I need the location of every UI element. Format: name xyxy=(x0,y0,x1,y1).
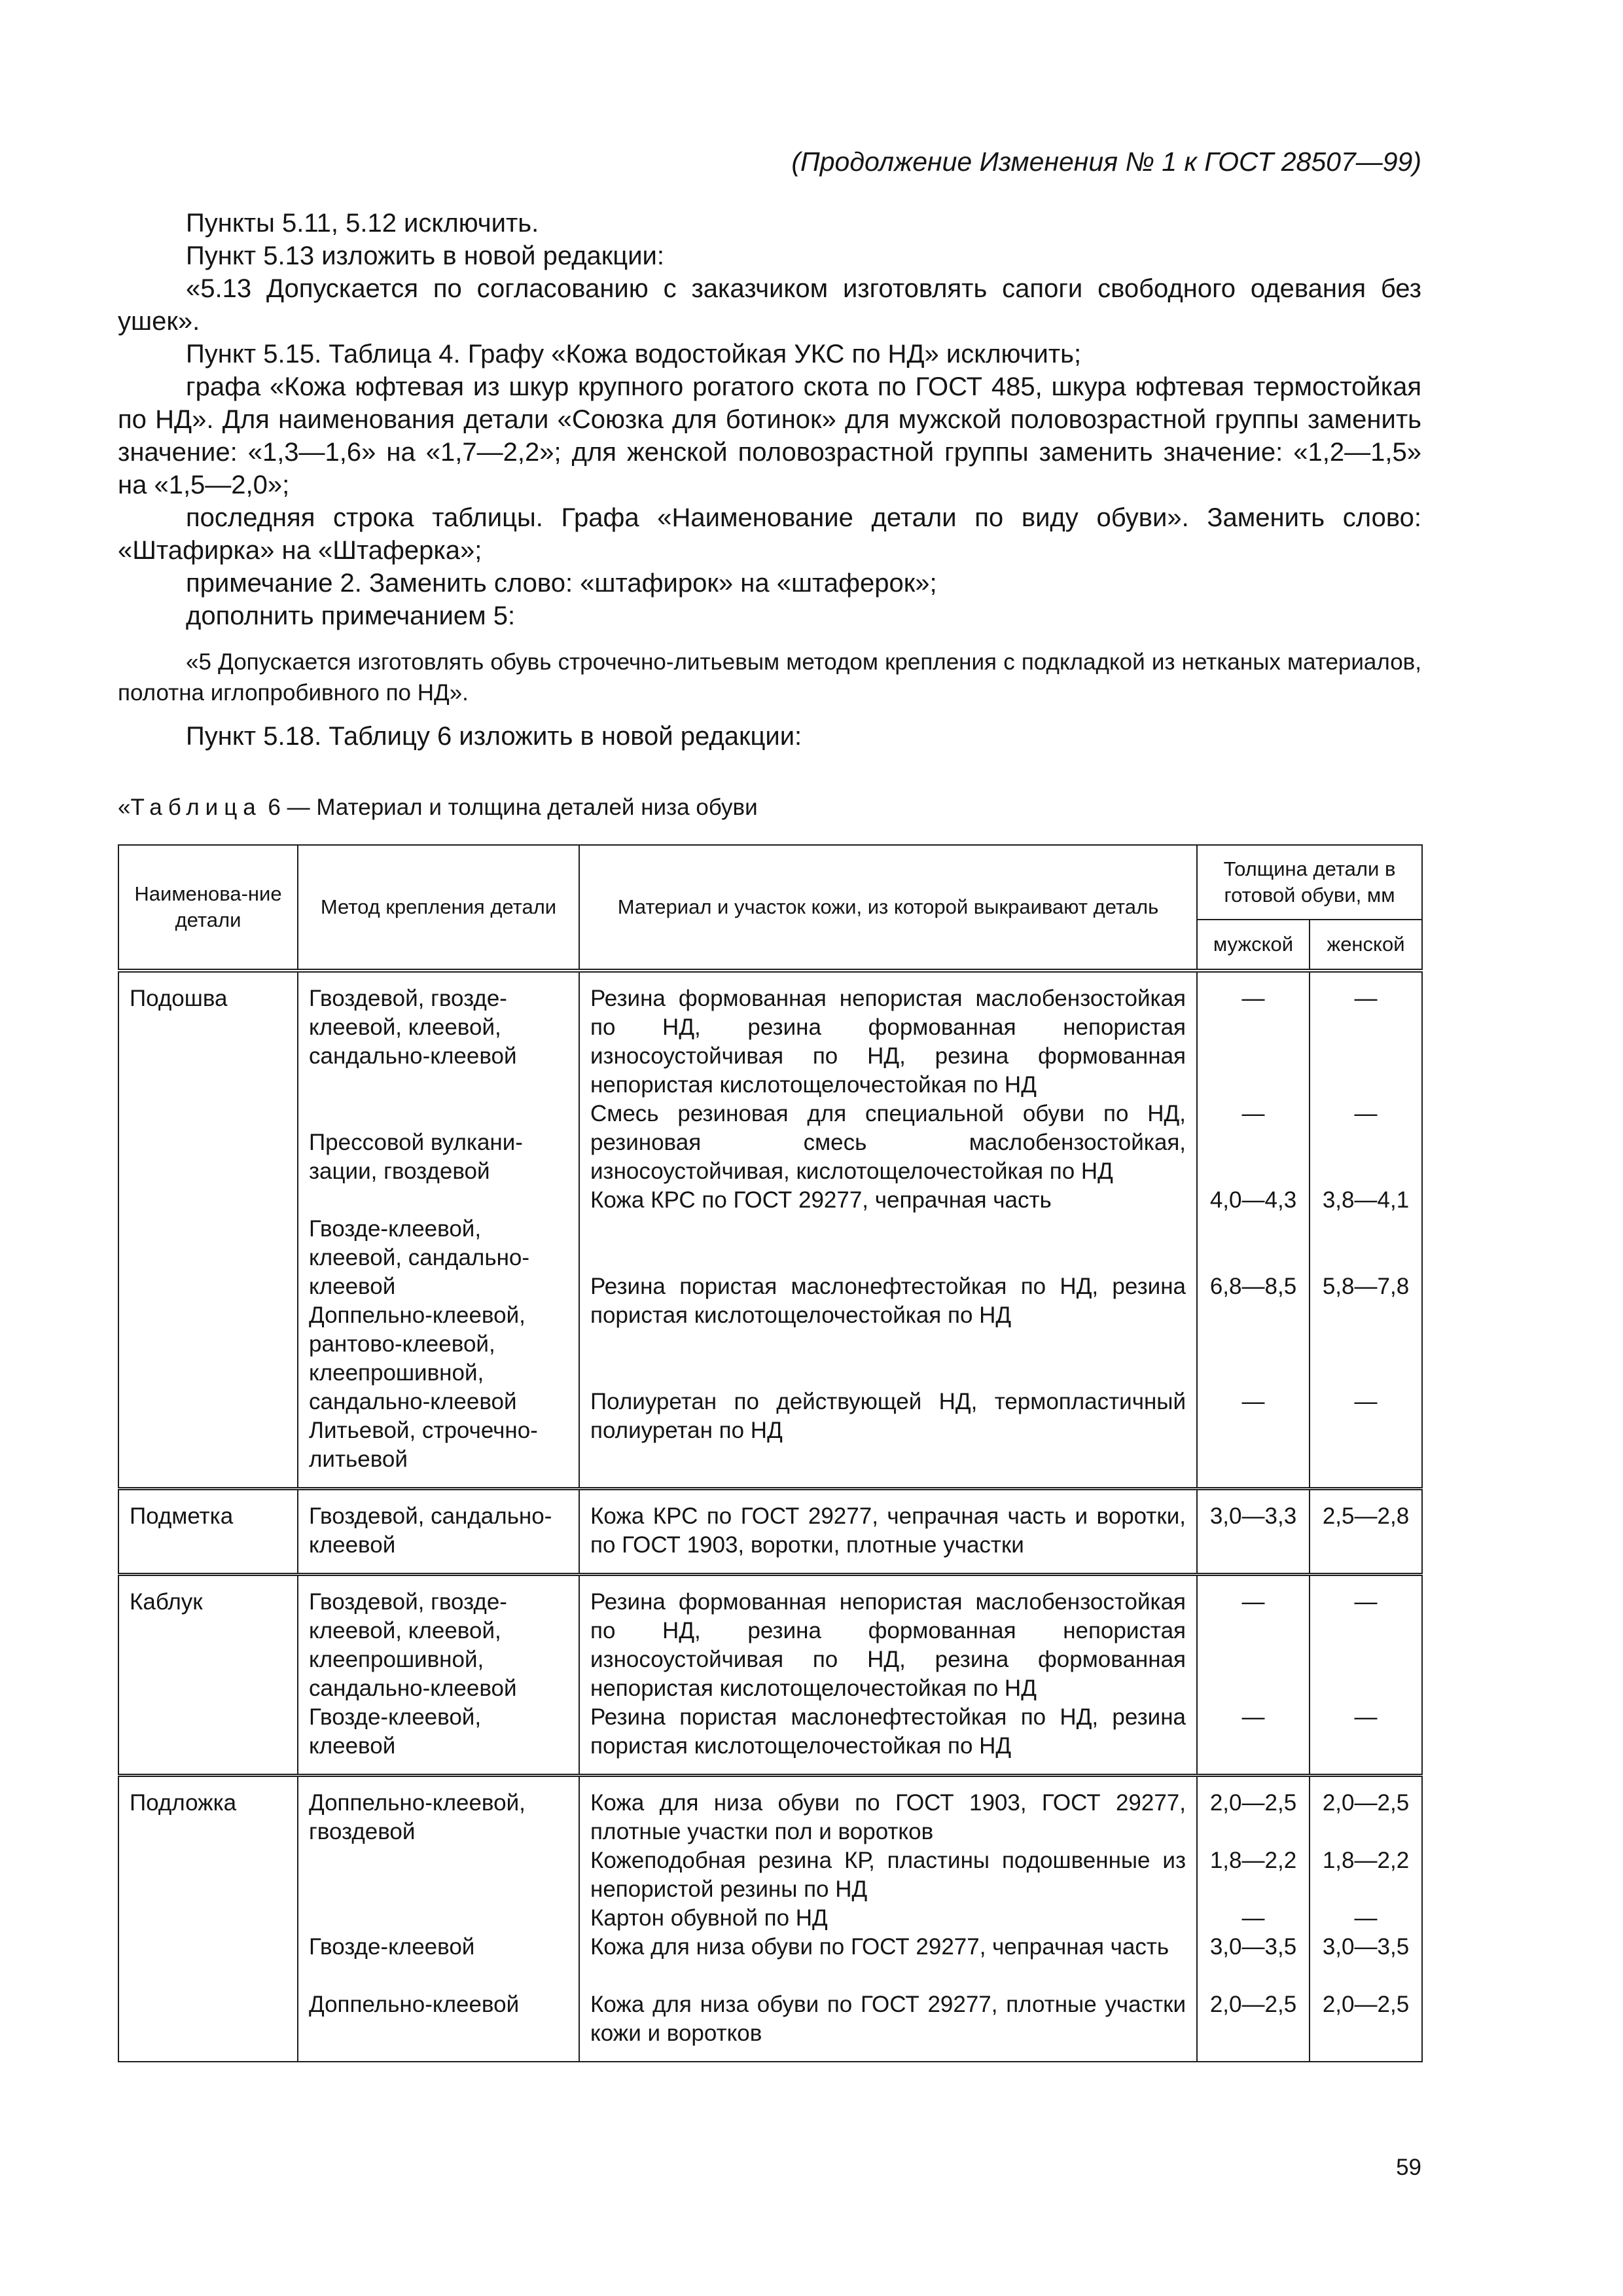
column-header: мужской xyxy=(1197,920,1310,971)
paragraph: примечание 2. Заменить слово: «штафирок» на «штаферок»; xyxy=(186,569,937,598)
cell-text: Кожа КРС по ГОСТ 29277, чепрачная часть и воротки, по ГОСТ 1903, воротки, плотные участки xyxy=(590,1503,1186,1558)
cell-text: Гвоздевой, гвозде-клеевой, клеевой, клеепрошивной, сандально-клеевой xyxy=(309,1589,517,1701)
cell-text: — xyxy=(1241,1101,1265,1126)
male-thickness-cell xyxy=(1197,1575,1310,1776)
cell-text: Гвозде-клеевой xyxy=(309,1934,475,1960)
cell-text: 2,0—2,5 xyxy=(1209,1790,1297,1816)
column-header: Метод крепления детали xyxy=(298,845,579,971)
cell-text: Гвозде-клеевой, клеевой xyxy=(309,1704,482,1759)
cell-text: 2,0—2,5 xyxy=(1209,1992,1297,2017)
cell-text: Подметка xyxy=(130,1503,234,1529)
cell-text: Гвозде-клеевой, клеевой, сандально-клеевой xyxy=(309,1216,530,1299)
table-row xyxy=(118,971,1422,1489)
paragraph: «5.13 Допускается по согласованию с заказчиком изготовлять сапоги свободного одевания без ушек». xyxy=(118,274,1421,336)
cell-text: — xyxy=(1354,1389,1378,1414)
cell-text: — xyxy=(1354,1101,1378,1126)
method-cell xyxy=(298,1575,579,1776)
cell-text: — xyxy=(1241,1704,1265,1730)
material-cell xyxy=(579,971,1197,1489)
male-thickness-cell xyxy=(1197,1776,1310,2062)
cell-text: 6,8—8,5 xyxy=(1209,1274,1297,1299)
table-row xyxy=(118,1575,1422,1776)
cell-text: 4,0—4,3 xyxy=(1209,1187,1297,1213)
cell-text: — xyxy=(1354,986,1378,1011)
cell-text: 1,8—2,2 xyxy=(1322,1848,1410,1873)
table-row xyxy=(118,1489,1422,1575)
column-header: Толщина детали в готовой обуви, мм xyxy=(1197,845,1422,920)
caption-word: Таблица xyxy=(130,795,262,820)
male-thickness-cell xyxy=(1197,971,1310,1489)
cell-text: Кожа для низа обуви по ГОСТ 29277, плотные участки кожи и воротков xyxy=(590,1992,1186,2046)
detail-name-cell xyxy=(118,1575,298,1776)
cell-text: — xyxy=(1354,1905,1378,1931)
caption-rest: 6 — Материал и толщина деталей низа обуви xyxy=(261,795,758,820)
paragraph: последняя строка таблицы. Графа «Наименование детали по виду обуви». Заменить слово: «Штафирка» на «Штаферка»; xyxy=(118,503,1421,565)
cell-text: — xyxy=(1241,1905,1265,1931)
column-header: Наименова-ние детали xyxy=(118,845,298,971)
cell-text: Доппельно-клеевой xyxy=(309,1992,520,2017)
amendment-text xyxy=(118,207,1421,753)
paragraph: Пункты 5.11, 5.12 исключить. xyxy=(186,209,539,238)
cell-text: Резина формованная непористая маслобензостойкая по НД, резина формованная непористая износоустойчивая по НД, резина формованная непористая кислотощелочестойкая по НД xyxy=(590,986,1186,1098)
table-caption xyxy=(118,793,1421,822)
cell-text: Резина пористая маслонефтестойкая по НД, резина пористая кислотощелочестойкая по НД xyxy=(590,1704,1186,1759)
detail-name-cell xyxy=(118,1489,298,1575)
paragraph: Пункт 5.15. Таблица 4. Графу «Кожа водостойкая УКС по НД» исключить; xyxy=(186,340,1082,368)
paragraph: Пункт 5.18. Таблицу 6 изложить в новой редакции: xyxy=(186,722,802,751)
method-cell xyxy=(298,1776,579,2062)
cell-text: Гвоздевой, сандально-клеевой xyxy=(309,1503,552,1558)
cell-text: Картон обувной по НД xyxy=(590,1905,828,1931)
cell-text: 3,0—3,5 xyxy=(1322,1934,1410,1960)
table-row xyxy=(118,1776,1422,2062)
female-thickness-cell xyxy=(1310,971,1422,1489)
caption-prefix: « xyxy=(118,795,131,820)
cell-text: — xyxy=(1241,1589,1265,1615)
cell-text: Смесь резиновая для специальной обуви по НД, резиновая смесь маслобензостойкая, износоустойчивая, кислотощелочестойкая по НД xyxy=(590,1101,1186,1184)
cell-text: 2,5—2,8 xyxy=(1322,1503,1410,1529)
cell-text: 3,8—4,1 xyxy=(1322,1187,1410,1213)
cell-text: 2,0—2,5 xyxy=(1322,1790,1410,1816)
paragraph: Пункт 5.13 изложить в новой редакции: xyxy=(186,242,664,270)
material-cell xyxy=(579,1489,1197,1575)
detail-name-cell xyxy=(118,1776,298,2062)
cell-text: Гвоздевой, гвозде-клеевой, клеевой, сандально-клеевой xyxy=(309,986,517,1069)
cell-text: 5,8—7,8 xyxy=(1322,1274,1410,1299)
cell-text: Резина формованная непористая маслобензостойкая по НД, резина формованная непористая износоустойчивая по НД, резина формованная непористая кислотощелочестойкая по НД xyxy=(590,1589,1186,1701)
cell-text: Кожа КРС по ГОСТ 29277, чепрачная часть xyxy=(590,1187,1052,1213)
materials-table xyxy=(118,844,1423,2062)
cell-text: Резина пористая маслонефтестойкая по НД, резина пористая кислотощелочестойкая по НД xyxy=(590,1274,1186,1328)
material-cell xyxy=(579,1776,1197,2062)
female-thickness-cell xyxy=(1310,1776,1422,2062)
method-cell xyxy=(298,1489,579,1575)
cell-text: Подложка xyxy=(130,1790,237,1816)
cell-text: 2,0—2,5 xyxy=(1322,1992,1410,2017)
material-cell xyxy=(579,1575,1197,1776)
running-header: (Продолжение Изменения № 1 к ГОСТ 28507—99) xyxy=(791,147,1421,177)
cell-text: — xyxy=(1354,1704,1378,1730)
cell-text: Кожеподобная резина КР, пластины подошвенные из непористой резины по НД xyxy=(590,1848,1186,1902)
cell-text: Литьевой, строчечно-литьевой xyxy=(309,1418,538,1472)
cell-text: Каблук xyxy=(130,1589,203,1615)
cell-text: — xyxy=(1354,1589,1378,1615)
page-number: 59 xyxy=(1396,2155,1421,2180)
cell-text: 3,0—3,5 xyxy=(1209,1934,1297,1960)
paragraph: дополнить примечанием 5: xyxy=(186,601,516,630)
female-thickness-cell xyxy=(1310,1489,1422,1575)
cell-text: Подошва xyxy=(130,986,228,1011)
note-paragraph: «5 Допускается изготовлять обувь строчечно-литьевым методом крепления с подкладкой из нетканых материалов, полотна иглопробивного по НД». xyxy=(118,649,1421,706)
cell-text: — xyxy=(1241,1389,1265,1414)
cell-text: 1,8—2,2 xyxy=(1209,1848,1297,1873)
paragraph: графа «Кожа юфтевая из шкур крупного рогатого скота по ГОСТ 485, шкура юфтевая термостойкая по НД». Для наименования детали «Союзка для ботинок» для мужской половозрастной группы заменить значение: «1,3—1,6» на «1,7—2,2»; для женской половозрастной группы заменить значение: «1,2—1,5» на «1,5—2,0»; xyxy=(118,372,1421,499)
cell-text: Доппельно-клеевой, рантово-клеевой, клеепрошивной, сандально-клеевой xyxy=(309,1302,526,1414)
cell-text: Доппельно-клеевой, гвоздевой xyxy=(309,1790,526,1844)
cell-text: — xyxy=(1241,986,1265,1011)
female-thickness-cell xyxy=(1310,1575,1422,1776)
column-header: женской xyxy=(1310,920,1422,971)
cell-text: Прессовой вулкани-зации, гвоздевой xyxy=(309,1130,523,1184)
male-thickness-cell xyxy=(1197,1489,1310,1575)
column-header: Материал и участок кожи, из которой выкраивают деталь xyxy=(579,845,1197,971)
detail-name-cell xyxy=(118,971,298,1489)
cell-text: Кожа для низа обуви по ГОСТ 29277, чепрачная часть xyxy=(590,1934,1169,1960)
cell-text: Полиуретан по действующей НД, термопластичный полиуретан по НД xyxy=(590,1389,1186,1443)
method-cell xyxy=(298,971,579,1489)
cell-text: 3,0—3,3 xyxy=(1209,1503,1297,1529)
cell-text: Кожа для низа обуви по ГОСТ 1903, ГОСТ 29277, плотные участки пол и воротков xyxy=(590,1790,1186,1844)
